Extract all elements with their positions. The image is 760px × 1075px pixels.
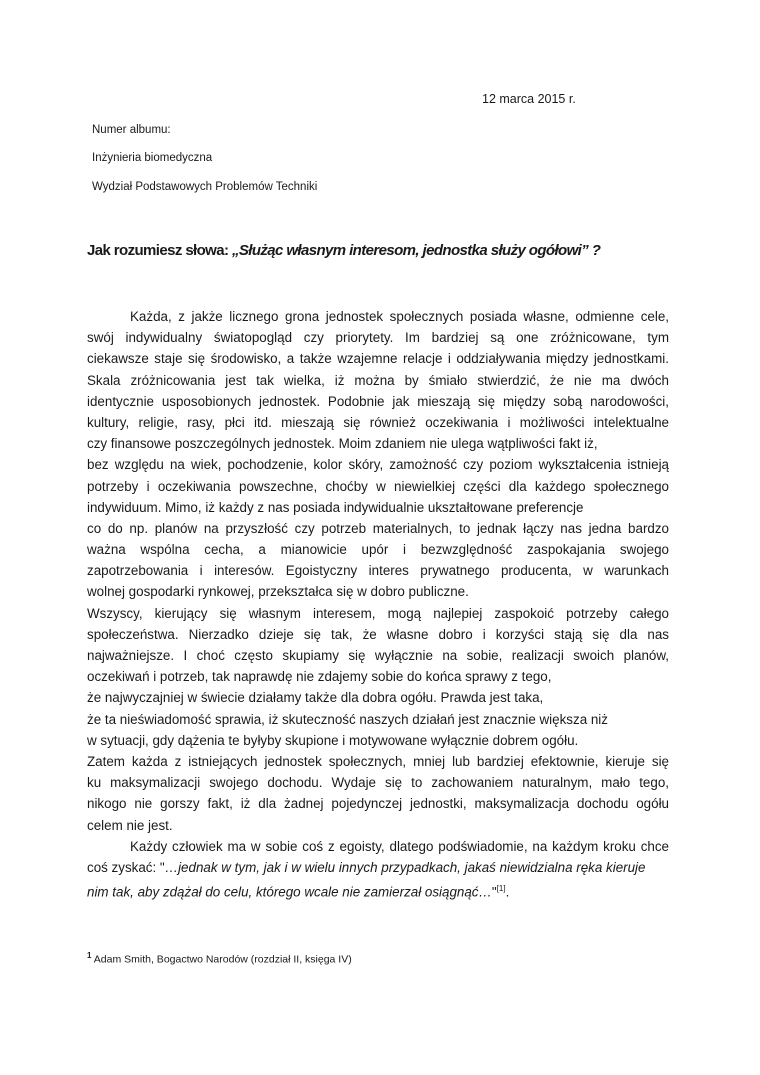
document-date: 12 marca 2015 r.	[482, 92, 576, 106]
text-line: ważna wspólna cecha, a mianowicie upór i bezwzględność zaspokajania swojego	[87, 542, 669, 558]
footnote-reference[interactable]: [1]	[496, 884, 506, 894]
text-line: społeczeństwa. Nierzadko dzieje się tak, że własne dobro i korzyści stają się dla nas	[87, 626, 669, 642]
text-line: w sytuacji, gdy dążenia te byłyby skupione i motywowane wyłącznie dobrem ogółu.	[87, 732, 579, 748]
album-number-label: Numer albumu:	[92, 124, 171, 136]
text-line	[87, 878, 669, 899]
text-line: oczekiwań i potrzeb, tak naprawdę nie zdajemy sobie do końca sprawy z tego,	[87, 669, 552, 685]
text-line: Każda, z jakże licznego grona jednostek społecznych posiada własne, odmienne cele,	[130, 309, 669, 324]
text-line: Skala zróżnicowania jest tak wielka, iż można by śmiało stwierdzić, że nie ma dwóch	[87, 372, 669, 388]
sentence-end: .	[505, 884, 510, 900]
text-line: czy finansowe poszczególnych jednostek. Moim zdaniem nie ulega wątpliwości fakt iż,	[87, 436, 598, 452]
quote-close: "	[491, 884, 497, 900]
smith-quote-part1: …jednak w tym, jak i w wielu innych przypadkach, jakaś niewidzialna ręka kieruje	[164, 859, 646, 875]
text-line	[87, 857, 669, 878]
text-line: ciekawsze staje się środowisko, a także wzajemne relacje i oddziaływania między jednostkami.	[87, 351, 669, 367]
footnote-text: Adam Smith, Bogactwo Narodów (rozdział II, księga IV)	[91, 953, 352, 966]
footnote	[87, 951, 352, 966]
text-line: że najwyczajniej w świecie działamy także dla dobra ogółu. Prawda jest taka,	[87, 690, 544, 706]
text-line: potrzeby i oczekiwania powszechne, choćby w niewielkiej części dla każdego społecznego	[87, 478, 669, 494]
title-prefix: Jak rozumiesz słowa:	[87, 242, 232, 259]
text-line: co do np. planów na przyszłość czy potrzeb materialnych, to jednak łączy nas jedna bardzo	[87, 520, 669, 536]
major-name: Inżynieria biomedyczna	[92, 152, 213, 164]
text-line: najważniejsze. I choć często skupiamy się wyłącznie na sobie, realizacji swoich planów,	[87, 648, 669, 663]
text-line: identycznie usposobionych jednostek. Podobnie jak mieszają się między sobą narodowości,	[87, 393, 669, 409]
smith-quote-part2: nim tak, aby zdążał do celu, którego wcale nie zamierzał osiągnąć…	[87, 884, 492, 900]
footnote-mark: 1	[87, 951, 92, 960]
text-line: celem nie jest.	[87, 817, 173, 833]
text-line: wolnej gospodarki rynkowej, przekształca się w dobro publiczne.	[87, 584, 469, 600]
text-line: Zatem każda z istniejących jednostek społecznych, mniej lub bardziej efektownie, kieruje się	[87, 753, 669, 769]
faculty-name: Wydział Podstawowych Problemów Techniki	[92, 181, 318, 193]
text-line: Wszyscy, kierujący się własnym interesem, mogą najlepiej zaspokoić potrzeby całego	[87, 605, 669, 621]
text-line: bez względu na wiek, pochodzenie, kolor skóry, zamożność czy poziom wykształcenia istnieją	[87, 457, 669, 473]
text-line: Każdy człowiek ma w sobie coś z egoisty, dlatego podświadomie, na każdym kroku chce	[130, 838, 669, 854]
text-line: nikogo nie gorszy fakt, iż dla żadnej pojedynczej jednostki, maksymalizacja dochodu ogółu	[87, 796, 669, 812]
quote-open: coś zyskać: "	[87, 859, 165, 875]
text-line: swój indywidualny światopogląd czy priorytety. Im bardziej są one zróżnicowane, tym	[87, 330, 669, 346]
title-quote: „Służąc własnym interesom, jednostka służy ogółowi” ?	[231, 242, 601, 259]
essay-body	[87, 306, 669, 899]
text-line: indywiduum. Mimo, iż każdy z nas posiada indywidualnie ukształtowane preferencje	[87, 499, 584, 515]
text-line: kultury, religie, rasy, płci itd. mieszają się również oczekiwania i możliwości intelektualne	[87, 414, 669, 430]
essay-title	[87, 242, 687, 259]
text-line: że ta nieświadomość sprawia, iż skuteczność naszych działań jest znacznie większa niż	[87, 711, 608, 727]
text-line: zapotrzebowania i interesów. Egoistyczny interes prywatnego producenta, w warunkach	[87, 563, 669, 579]
text-line: ku maksymalizacji swojego dochodu. Wydaje się to zachowaniem naturalnym, mało tego,	[87, 775, 669, 791]
